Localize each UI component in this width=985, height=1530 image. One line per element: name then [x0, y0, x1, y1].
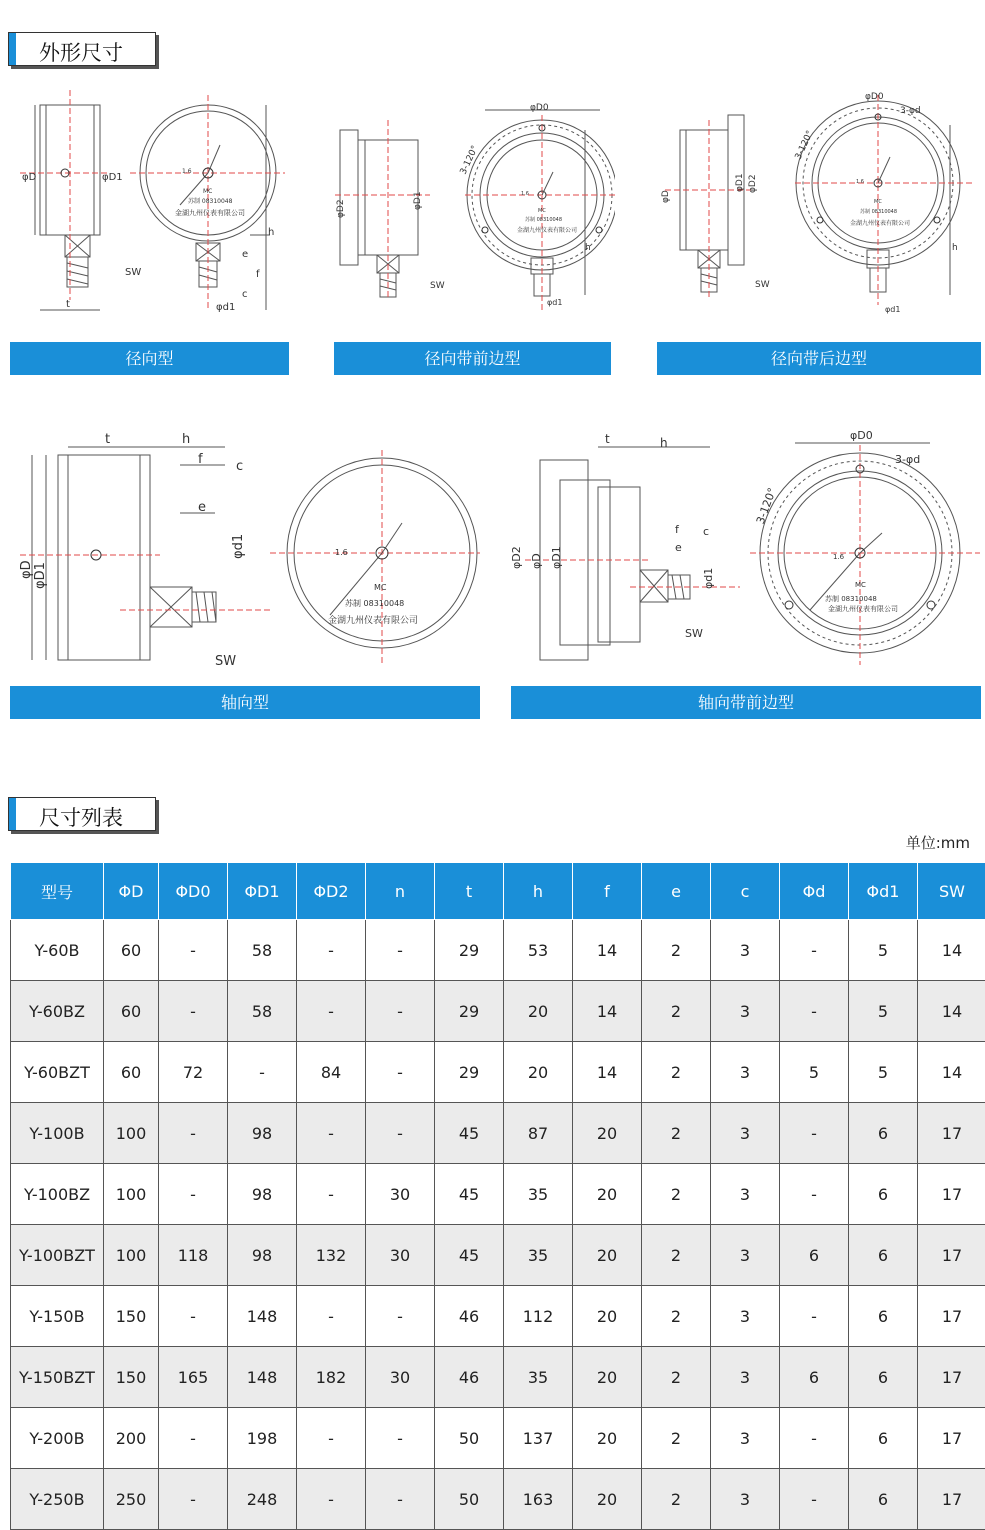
dim-mark-e: e	[242, 249, 248, 260]
dim-mark-D1: φD1	[550, 546, 563, 569]
value-cell: 30	[366, 1225, 435, 1286]
value-cell: 20	[573, 1347, 642, 1408]
value-cell: 6	[849, 1469, 918, 1530]
table-row	[11, 1469, 985, 1530]
dim-mark-holes: 3-φd	[895, 453, 920, 466]
dim-mark-D1: φD1	[413, 191, 423, 210]
value-cell: 6	[780, 1225, 849, 1286]
value-cell: -	[366, 1042, 435, 1103]
value-cell: -	[780, 920, 849, 981]
dim-mark-h: h	[952, 243, 958, 253]
value-cell: 148	[228, 1286, 297, 1347]
value-cell: 3	[711, 1164, 780, 1225]
dim-mark-angle: 3-120°	[794, 129, 816, 161]
value-cell: 98	[228, 1103, 297, 1164]
value-cell: 29	[435, 1042, 504, 1103]
value-cell: 17	[918, 1103, 985, 1164]
dial-license: 苏制 08310048	[188, 197, 233, 205]
diagram-axial-front	[510, 425, 980, 670]
dim-mark-d1: φd1	[702, 568, 715, 589]
dial-license: 苏制 08310048	[860, 208, 897, 215]
value-cell: -	[297, 1408, 366, 1469]
dim-mark-D1: φD1	[102, 172, 123, 183]
model-cell: Y-60BZT	[11, 1042, 104, 1103]
dim-mark-c: c	[236, 459, 243, 474]
value-cell: -	[297, 1469, 366, 1530]
header-cell: h	[504, 863, 573, 920]
value-cell: -	[366, 1286, 435, 1347]
table-row	[11, 1225, 985, 1286]
value-cell: 17	[918, 1469, 985, 1530]
value-cell: 6	[849, 1347, 918, 1408]
value-cell: 14	[918, 981, 985, 1042]
dim-mark-D1: φD1	[735, 173, 745, 192]
label-radial-front: 径向带前边型	[334, 342, 611, 375]
value-cell: 14	[573, 920, 642, 981]
header-cell: ΦD	[104, 863, 159, 920]
diagram-radial-back	[660, 85, 980, 320]
dim-mark-f: f	[675, 523, 680, 536]
dial-class-mark: 1.6	[521, 191, 529, 197]
header-cell: ΦD0	[159, 863, 228, 920]
value-cell: -	[780, 1408, 849, 1469]
value-cell: 17	[918, 1225, 985, 1286]
value-cell: -	[297, 981, 366, 1042]
value-cell: 29	[435, 981, 504, 1042]
dial-logo: MC	[538, 208, 546, 214]
value-cell: 53	[504, 920, 573, 981]
dim-mark-D0: φD0	[865, 92, 884, 102]
dim-mark-t: t	[605, 432, 610, 446]
value-cell: 3	[711, 1225, 780, 1286]
dim-mark-sw: SW	[430, 281, 445, 291]
dim-mark-f: f	[256, 269, 260, 280]
model-cell: Y-250B	[11, 1469, 104, 1530]
dim-mark-D0: φD0	[850, 429, 873, 442]
value-cell: 100	[104, 1164, 159, 1225]
dial-maker: 金湖九州仪表有限公司	[850, 219, 910, 227]
value-cell: 14	[918, 1042, 985, 1103]
dial-maker: 金湖九州仪表有限公司	[175, 208, 245, 217]
label-axial-front: 轴向带前边型	[511, 686, 981, 719]
diagram-axial	[10, 425, 480, 670]
dim-mark-e: e	[675, 541, 682, 554]
value-cell: 200	[104, 1408, 159, 1469]
model-cell: Y-100B	[11, 1103, 104, 1164]
value-cell: -	[297, 1103, 366, 1164]
value-cell: 150	[104, 1347, 159, 1408]
value-cell: -	[297, 920, 366, 981]
table-row	[11, 1286, 985, 1347]
header-cell: t	[435, 863, 504, 920]
value-cell: 132	[297, 1225, 366, 1286]
section-accent-bar	[9, 798, 16, 830]
value-cell: -	[159, 1164, 228, 1225]
value-cell: 6	[849, 1164, 918, 1225]
dim-mark-D2: φD2	[748, 174, 758, 193]
value-cell: -	[159, 1469, 228, 1530]
value-cell: 2	[642, 981, 711, 1042]
dim-mark-d1: φd1	[885, 305, 900, 314]
value-cell: 84	[297, 1042, 366, 1103]
dim-mark-holes: 3-φd	[900, 106, 921, 116]
diagram-radial	[10, 85, 290, 320]
unit-label: 单位:mm	[906, 832, 970, 853]
dim-mark-sw: SW	[755, 280, 770, 290]
label-axial: 轴向型	[10, 686, 480, 719]
value-cell: 14	[573, 1042, 642, 1103]
value-cell: 5	[780, 1042, 849, 1103]
label-radial: 径向型	[10, 342, 289, 375]
model-cell: Y-100BZ	[11, 1164, 104, 1225]
section-title: 外形尺寸	[39, 37, 123, 67]
header-cell: f	[573, 863, 642, 920]
dim-mark-t: t	[105, 432, 110, 447]
dim-mark-sw: SW	[685, 627, 703, 640]
value-cell: 2	[642, 1042, 711, 1103]
dim-mark-h: h	[660, 436, 668, 450]
dial-class-mark: 1.6	[182, 168, 192, 175]
value-cell: 3	[711, 920, 780, 981]
value-cell: 150	[104, 1286, 159, 1347]
value-cell: 5	[849, 1042, 918, 1103]
value-cell: 14	[918, 920, 985, 981]
dial-maker: 金湖九州仪表有限公司	[828, 604, 898, 613]
dial-license: 苏制 08310048	[345, 598, 404, 608]
value-cell: -	[228, 1042, 297, 1103]
dial-logo: MC	[855, 581, 866, 589]
dim-mark-D: φD	[530, 553, 543, 569]
value-cell: 17	[918, 1164, 985, 1225]
value-cell: 100	[104, 1225, 159, 1286]
value-cell: 3	[711, 1469, 780, 1530]
dim-mark-d1: φd1	[547, 298, 562, 307]
value-cell: 20	[573, 1164, 642, 1225]
header-cell: c	[711, 863, 780, 920]
value-cell: 3	[711, 1103, 780, 1164]
dimension-table	[10, 862, 985, 1530]
value-cell: 30	[366, 1347, 435, 1408]
value-cell: 20	[573, 1408, 642, 1469]
value-cell: -	[780, 1164, 849, 1225]
dial-maker: 金湖九州仪表有限公司	[517, 226, 577, 234]
value-cell: 98	[228, 1164, 297, 1225]
value-cell: 30	[366, 1164, 435, 1225]
value-cell: 45	[435, 1164, 504, 1225]
model-cell: Y-150BZT	[11, 1347, 104, 1408]
dim-mark-f: f	[198, 452, 203, 467]
value-cell: 60	[104, 1042, 159, 1103]
table-row	[11, 1408, 985, 1469]
value-cell: 17	[918, 1408, 985, 1469]
value-cell: 6	[849, 1408, 918, 1469]
dim-mark-D: φD	[22, 172, 37, 183]
dim-mark-h: h	[585, 243, 591, 253]
value-cell: -	[780, 1103, 849, 1164]
value-cell: 3	[711, 981, 780, 1042]
value-cell: -	[159, 1103, 228, 1164]
value-cell: 2	[642, 1408, 711, 1469]
value-cell: 248	[228, 1469, 297, 1530]
value-cell: -	[366, 920, 435, 981]
value-cell: 2	[642, 1225, 711, 1286]
value-cell: 100	[104, 1103, 159, 1164]
value-cell: 20	[504, 981, 573, 1042]
value-cell: 58	[228, 920, 297, 981]
value-cell: -	[159, 1286, 228, 1347]
dial-class-mark: 1.6	[833, 553, 845, 561]
dim-mark-D: φD	[661, 190, 671, 203]
value-cell: 60	[104, 920, 159, 981]
dim-mark-D2: φD2	[510, 546, 523, 569]
value-cell: -	[159, 920, 228, 981]
value-cell: 6	[849, 1225, 918, 1286]
value-cell: 2	[642, 1103, 711, 1164]
value-cell: 60	[104, 981, 159, 1042]
table-row	[11, 920, 985, 981]
dial-logo: MC	[374, 583, 387, 592]
section-accent-bar	[9, 33, 16, 65]
value-cell: 46	[435, 1286, 504, 1347]
value-cell: 50	[435, 1408, 504, 1469]
dim-mark-sw: SW	[215, 654, 236, 669]
header-cell: ΦD1	[228, 863, 297, 920]
table-header-row	[11, 863, 985, 920]
value-cell: 137	[504, 1408, 573, 1469]
header-cell: Φd1	[849, 863, 918, 920]
dim-mark-e: e	[198, 500, 206, 515]
value-cell: 112	[504, 1286, 573, 1347]
dim-mark-d1: φd1	[231, 534, 246, 559]
value-cell: 20	[504, 1042, 573, 1103]
table-row	[11, 1347, 985, 1408]
value-cell: -	[297, 1286, 366, 1347]
value-cell: 35	[504, 1225, 573, 1286]
model-cell: Y-60B	[11, 920, 104, 981]
dim-mark-D0: φD0	[530, 103, 549, 113]
value-cell: -	[366, 981, 435, 1042]
table-row	[11, 1103, 985, 1164]
value-cell: -	[780, 1469, 849, 1530]
dim-mark-D: φD	[19, 560, 34, 579]
dial-class-mark: 1.6	[856, 179, 864, 185]
value-cell: 118	[159, 1225, 228, 1286]
dim-mark-sw: SW	[125, 267, 141, 278]
table-row	[11, 981, 985, 1042]
value-cell: -	[159, 981, 228, 1042]
dim-mark-h: h	[182, 432, 190, 447]
value-cell: -	[159, 1408, 228, 1469]
model-cell: Y-100BZT	[11, 1225, 104, 1286]
table-row	[11, 1164, 985, 1225]
value-cell: 14	[573, 981, 642, 1042]
value-cell: 45	[435, 1103, 504, 1164]
value-cell: 35	[504, 1164, 573, 1225]
model-cell: Y-200B	[11, 1408, 104, 1469]
value-cell: -	[366, 1408, 435, 1469]
value-cell: -	[366, 1469, 435, 1530]
value-cell: 165	[159, 1347, 228, 1408]
dim-mark-t: t	[66, 299, 70, 310]
value-cell: 46	[435, 1347, 504, 1408]
dim-mark-D2: φD2	[336, 199, 346, 218]
table-row	[11, 1042, 985, 1103]
dial-class-mark: 1.6	[335, 548, 348, 557]
header-cell: Φd	[780, 863, 849, 920]
value-cell: 148	[228, 1347, 297, 1408]
section-header-outline	[8, 32, 156, 66]
dim-mark-h: h	[268, 227, 274, 238]
header-cell: n	[366, 863, 435, 920]
value-cell: 72	[159, 1042, 228, 1103]
value-cell: 6	[780, 1347, 849, 1408]
value-cell: 20	[573, 1225, 642, 1286]
value-cell: -	[780, 1286, 849, 1347]
dial-maker: 金湖九州仪表有限公司	[328, 614, 418, 626]
value-cell: 3	[711, 1408, 780, 1469]
value-cell: 2	[642, 1347, 711, 1408]
model-cell: Y-60BZ	[11, 981, 104, 1042]
value-cell: 198	[228, 1408, 297, 1469]
dim-mark-c: c	[242, 289, 248, 300]
value-cell: 163	[504, 1469, 573, 1530]
header-cell: ΦD2	[297, 863, 366, 920]
value-cell: 20	[573, 1286, 642, 1347]
header-cell: SW	[918, 863, 985, 920]
value-cell: 6	[849, 1103, 918, 1164]
value-cell: -	[366, 1103, 435, 1164]
dial-logo: MC	[874, 199, 882, 205]
value-cell: 3	[711, 1347, 780, 1408]
diagram-radial-front	[335, 90, 615, 320]
model-cell: Y-150B	[11, 1286, 104, 1347]
dial-license: 苏制 08310048	[825, 594, 877, 603]
value-cell: 45	[435, 1225, 504, 1286]
value-cell: 29	[435, 920, 504, 981]
value-cell: 50	[435, 1469, 504, 1530]
dial-license: 苏制 08310048	[525, 216, 562, 223]
value-cell: 2	[642, 1164, 711, 1225]
value-cell: 2	[642, 1286, 711, 1347]
value-cell: 17	[918, 1347, 985, 1408]
value-cell: -	[297, 1164, 366, 1225]
value-cell: 2	[642, 920, 711, 981]
value-cell: 87	[504, 1103, 573, 1164]
value-cell: 2	[642, 1469, 711, 1530]
value-cell: 5	[849, 920, 918, 981]
dim-mark-D1: φD1	[33, 562, 48, 589]
value-cell: 20	[573, 1103, 642, 1164]
value-cell: -	[780, 981, 849, 1042]
label-radial-back: 径向带后边型	[657, 342, 981, 375]
value-cell: 6	[849, 1286, 918, 1347]
dim-mark-angle: 3-120°	[459, 144, 481, 176]
value-cell: 5	[849, 981, 918, 1042]
dial-logo: MC	[203, 188, 212, 195]
value-cell: 182	[297, 1347, 366, 1408]
value-cell: 250	[104, 1469, 159, 1530]
value-cell: 58	[228, 981, 297, 1042]
value-cell: 98	[228, 1225, 297, 1286]
dim-mark-d1: φd1	[216, 302, 235, 313]
value-cell: 20	[573, 1469, 642, 1530]
section-title: 尺寸列表	[39, 802, 123, 832]
value-cell: 3	[711, 1286, 780, 1347]
value-cell: 3	[711, 1042, 780, 1103]
dim-mark-angle: 3-120°	[754, 486, 779, 526]
value-cell: 17	[918, 1286, 985, 1347]
header-cell: e	[642, 863, 711, 920]
dim-mark-c: c	[703, 525, 709, 538]
header-cell: 型号	[11, 863, 104, 920]
value-cell: 35	[504, 1347, 573, 1408]
section-header-table	[8, 797, 156, 831]
